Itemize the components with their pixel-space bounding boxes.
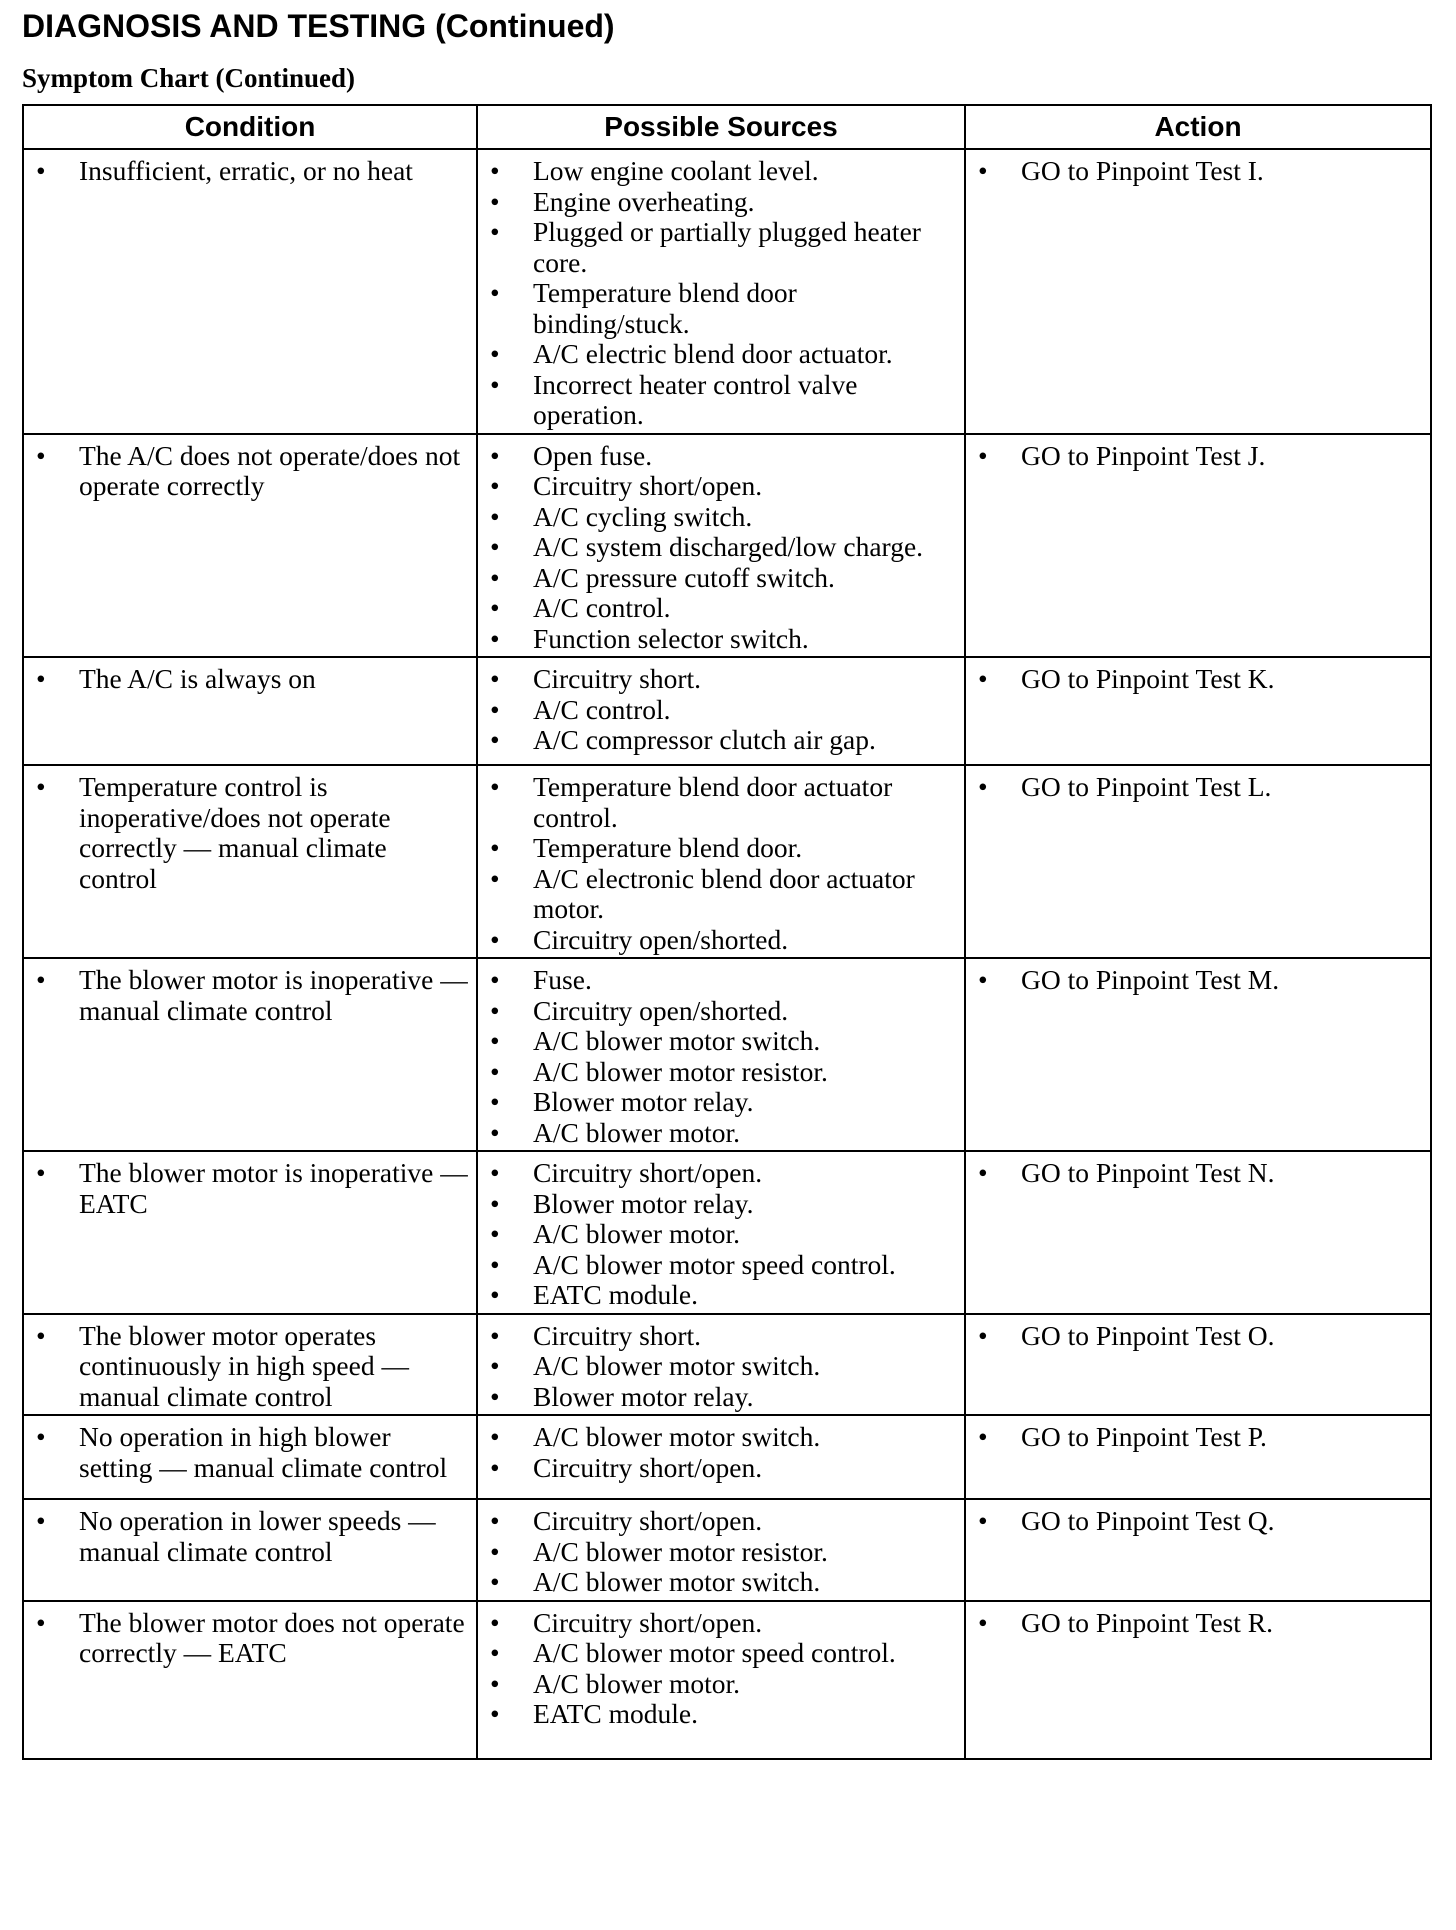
action-text: • GO to Pinpoint Test K.	[966, 664, 1422, 695]
table-row	[23, 1499, 1431, 1601]
source-item: • Circuitry short/open.	[478, 1158, 956, 1189]
sources-cell	[477, 958, 965, 1151]
condition-cell	[23, 149, 477, 434]
source-item: • EATC module.	[478, 1280, 956, 1311]
source-item: • Incorrect heater control valve operation.	[478, 370, 956, 431]
source-item: • EATC module.	[478, 1699, 956, 1730]
source-item: • A/C blower motor speed control.	[478, 1638, 956, 1669]
action-text: • GO to Pinpoint Test J.	[966, 441, 1422, 472]
source-item: • A/C pressure cutoff switch.	[478, 563, 956, 594]
condition-text: • The blower motor operates continuously in high speed — manual climate control	[24, 1321, 468, 1413]
source-item: • Low engine coolant level.	[478, 156, 956, 187]
source-item: • Circuitry short.	[478, 664, 956, 695]
source-item: • Temperature blend door.	[478, 833, 956, 864]
page-title: DIAGNOSIS AND TESTING (Continued)	[22, 8, 615, 44]
action-text: • GO to Pinpoint Test I.	[966, 156, 1422, 187]
source-item: • A/C control.	[478, 695, 956, 726]
source-item: • Plugged or partially plugged heater core.	[478, 217, 956, 278]
column-header-condition: Condition	[23, 105, 477, 149]
table-header-row	[23, 105, 1431, 149]
source-item: • Temperature blend door binding/stuck.	[478, 278, 956, 339]
sources-cell	[477, 1314, 965, 1416]
source-item: • A/C blower motor switch.	[478, 1026, 956, 1057]
section-title: Symptom Chart (Continued)	[22, 63, 356, 93]
condition-cell	[23, 958, 477, 1151]
sources-cell	[477, 1415, 965, 1499]
action-text: • GO to Pinpoint Test L.	[966, 772, 1422, 803]
source-item: • Function selector switch.	[478, 624, 956, 655]
source-item: • Engine overheating.	[478, 187, 956, 218]
source-item: • A/C blower motor resistor.	[478, 1057, 956, 1088]
source-item: • Circuitry short/open.	[478, 471, 956, 502]
action-text: • GO to Pinpoint Test Q.	[966, 1506, 1422, 1537]
sources-cell	[477, 765, 965, 958]
sources-cell	[477, 657, 965, 765]
source-item: • A/C compressor clutch air gap.	[478, 725, 956, 756]
source-item: • Circuitry short/open.	[478, 1506, 956, 1537]
column-header-possible-sources: Possible Sources	[477, 105, 965, 149]
source-item: • Temperature blend door actuator control.	[478, 772, 956, 833]
source-item: • A/C electronic blend door actuator motor.	[478, 864, 956, 925]
sources-cell	[477, 1151, 965, 1314]
sources-cell	[477, 1499, 965, 1601]
action-cell	[965, 958, 1431, 1151]
source-item: • Circuitry short.	[478, 1321, 956, 1352]
source-item: • A/C blower motor.	[478, 1118, 956, 1149]
source-item: • Circuitry open/shorted.	[478, 996, 956, 1027]
condition-text: • Insufficient, erratic, or no heat	[24, 156, 468, 187]
condition-text: • No operation in lower speeds — manual climate control	[24, 1506, 468, 1567]
source-item: • Blower motor relay.	[478, 1382, 956, 1413]
table-row	[23, 1151, 1431, 1314]
action-cell	[965, 765, 1431, 958]
action-text: • GO to Pinpoint Test M.	[966, 965, 1422, 996]
source-item: • A/C cycling switch.	[478, 502, 956, 533]
action-cell	[965, 434, 1431, 658]
source-item: • Open fuse.	[478, 441, 956, 472]
source-item: • A/C blower motor.	[478, 1219, 956, 1250]
action-text: • GO to Pinpoint Test R.	[966, 1608, 1422, 1639]
table-row	[23, 1415, 1431, 1499]
condition-text: • No operation in high blower setting — manual climate control	[24, 1422, 468, 1483]
condition-cell	[23, 1314, 477, 1416]
sources-cell	[477, 1601, 965, 1759]
source-item: • A/C blower motor resistor.	[478, 1537, 956, 1568]
table-row	[23, 958, 1431, 1151]
action-cell	[965, 1151, 1431, 1314]
source-item: • A/C blower motor.	[478, 1669, 956, 1700]
table-row	[23, 149, 1431, 434]
action-cell	[965, 657, 1431, 765]
condition-text: • The blower motor does not operate correctly — EATC	[24, 1608, 468, 1669]
symptom-chart-table	[22, 104, 1432, 1760]
condition-cell	[23, 1499, 477, 1601]
condition-cell	[23, 434, 477, 658]
condition-text: • The blower motor is inoperative — manual climate control	[24, 965, 468, 1026]
column-header-action: Action	[965, 105, 1431, 149]
source-item: • A/C system discharged/low charge.	[478, 532, 956, 563]
source-item: • A/C blower motor switch.	[478, 1567, 956, 1598]
action-text: • GO to Pinpoint Test N.	[966, 1158, 1422, 1189]
source-item: • Circuitry open/shorted.	[478, 925, 956, 956]
table-row	[23, 657, 1431, 765]
condition-cell	[23, 657, 477, 765]
sources-cell	[477, 434, 965, 658]
condition-text: • Temperature control is inoperative/does not operate correctly — manual climate control	[24, 772, 468, 894]
condition-cell	[23, 1601, 477, 1759]
source-item: • A/C blower motor speed control.	[478, 1250, 956, 1281]
source-item: • A/C control.	[478, 593, 956, 624]
table-row	[23, 1601, 1431, 1759]
action-text: • GO to Pinpoint Test O.	[966, 1321, 1422, 1352]
action-cell	[965, 1499, 1431, 1601]
action-cell	[965, 1314, 1431, 1416]
table-row	[23, 1314, 1431, 1416]
source-item: • Blower motor relay.	[478, 1189, 956, 1220]
table-row	[23, 765, 1431, 958]
source-item: • Circuitry short/open.	[478, 1453, 956, 1484]
table-row	[23, 434, 1431, 658]
action-text: • GO to Pinpoint Test P.	[966, 1422, 1422, 1453]
sources-cell	[477, 149, 965, 434]
condition-cell	[23, 1151, 477, 1314]
action-cell	[965, 1415, 1431, 1499]
condition-cell	[23, 765, 477, 958]
action-cell	[965, 1601, 1431, 1759]
source-item: • Blower motor relay.	[478, 1087, 956, 1118]
source-item: • Fuse.	[478, 965, 956, 996]
action-cell	[965, 149, 1431, 434]
source-item: • A/C blower motor switch.	[478, 1422, 956, 1453]
condition-text: • The blower motor is inoperative — EATC	[24, 1158, 468, 1219]
condition-text: • The A/C is always on	[24, 664, 468, 695]
source-item: • A/C electric blend door actuator.	[478, 339, 956, 370]
condition-text: • The A/C does not operate/does not operate correctly	[24, 441, 468, 502]
source-item: • A/C blower motor switch.	[478, 1351, 956, 1382]
condition-cell	[23, 1415, 477, 1499]
source-item: • Circuitry short/open.	[478, 1608, 956, 1639]
